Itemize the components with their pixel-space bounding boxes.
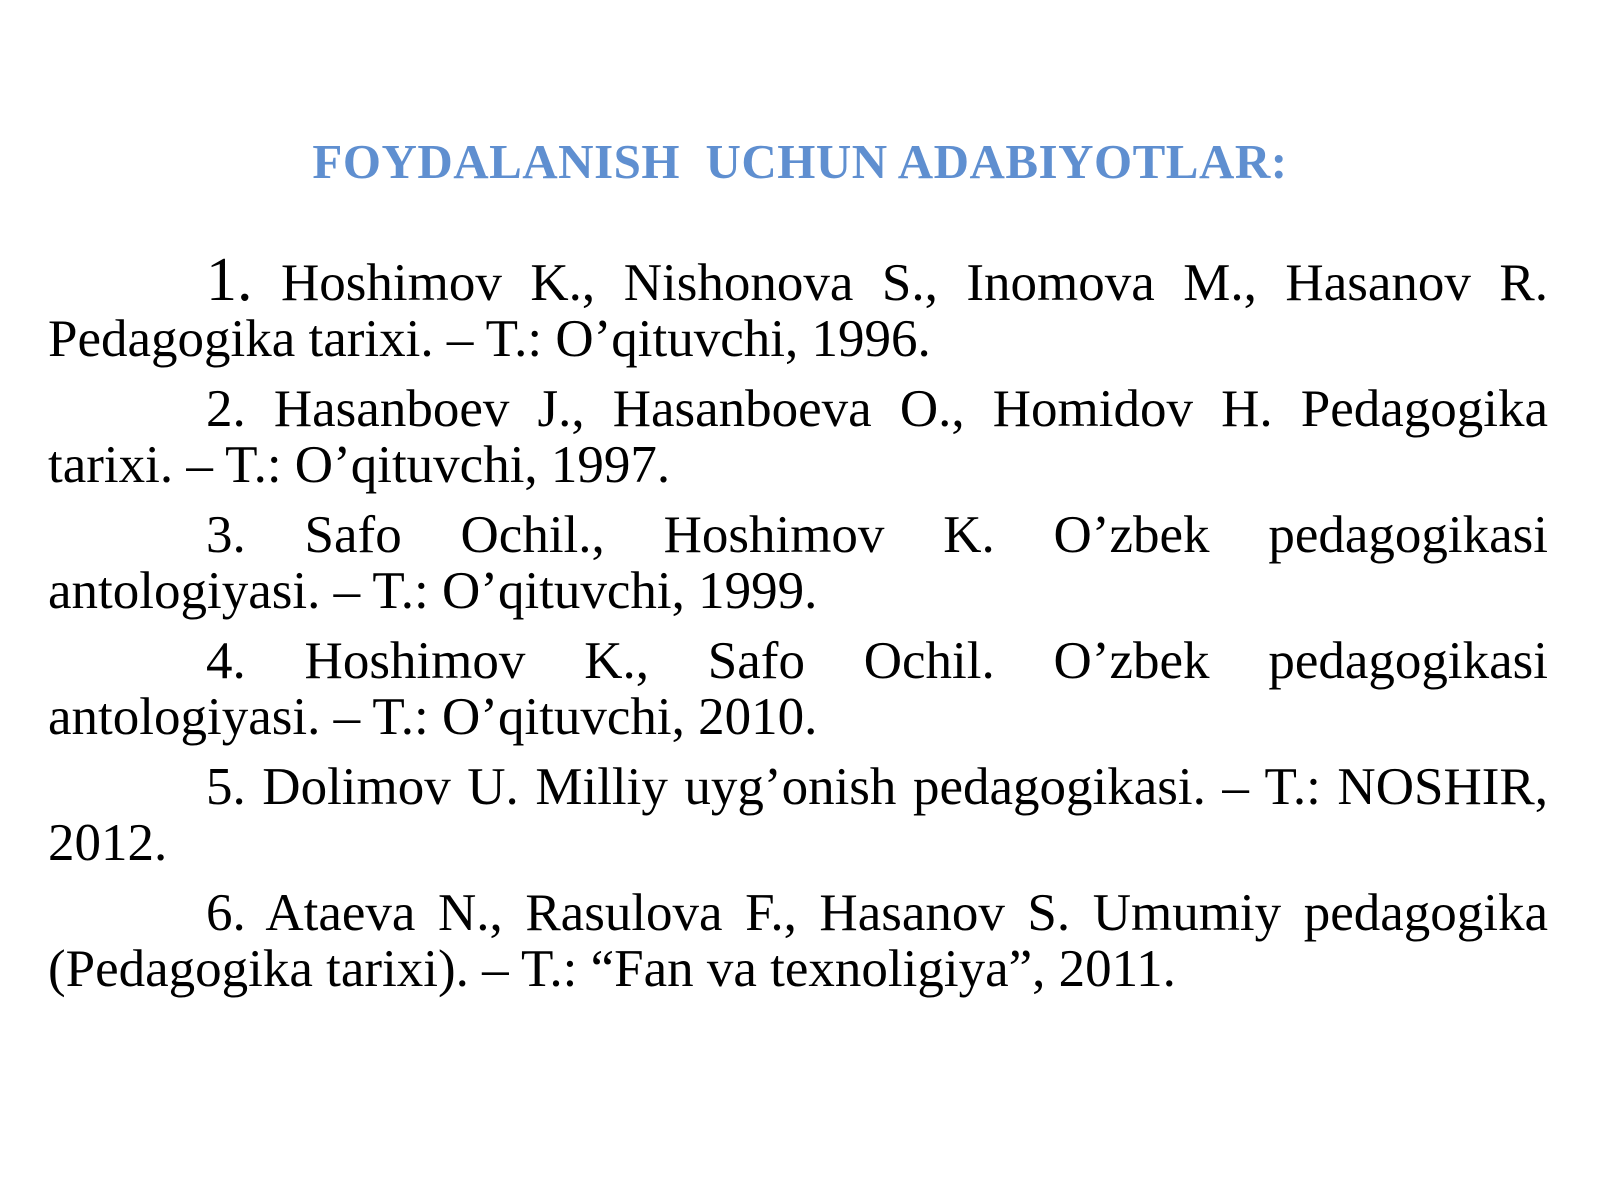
reference-number: 4.: [206, 632, 246, 690]
reference-item-6: [48, 885, 1548, 997]
reference-item-4: [48, 633, 1548, 745]
reference-list: [48, 246, 1548, 1011]
reference-item-1: [48, 246, 1548, 368]
reference-text: Hoshimov K., Safo Ochil. O’zbek pedagogikasi antologiyasi. – T.: O’qituvchi, 2010.: [48, 632, 1548, 746]
reference-item-3: [48, 507, 1548, 619]
reference-number: 2.: [206, 380, 246, 438]
reference-number: 6.: [206, 884, 246, 942]
reference-number: 5.: [206, 758, 246, 816]
reference-number: 3.: [206, 506, 246, 564]
reference-text: Safo Ochil., Hoshimov K. O’zbek pedagogikasi antologiyasi. – T.: O’qituvchi, 1999.: [48, 506, 1548, 620]
reference-text: Hoshimov K., Nishonova S., Inomova M., Hasanov R. Pedagogika tarixi. – T.: O’qituvchi, 1996.: [48, 254, 1548, 368]
reference-text: Hasanboev J., Hasanboeva O., Homidov H. Pedagogika tarixi. – T.: O’qituvchi, 1997.: [48, 380, 1548, 494]
page-title: FOYDALANISH UCHUN ADABIYOTLAR:: [312, 134, 1288, 189]
reference-text: Dolimov U. Milliy uyg’onish pedagogikasi. – T.: NOSHIR, 2012.: [48, 758, 1548, 872]
reference-text: Ataeva N., Rasulova F., Hasanov S. Umumiy pedagogika (Pedagogika tarixi). – T.: “Fan va texnoligiya”, 2011.: [48, 884, 1548, 998]
reference-item-2: [48, 381, 1548, 493]
reference-item-5: [48, 759, 1548, 871]
reference-number: 1.: [206, 246, 253, 314]
